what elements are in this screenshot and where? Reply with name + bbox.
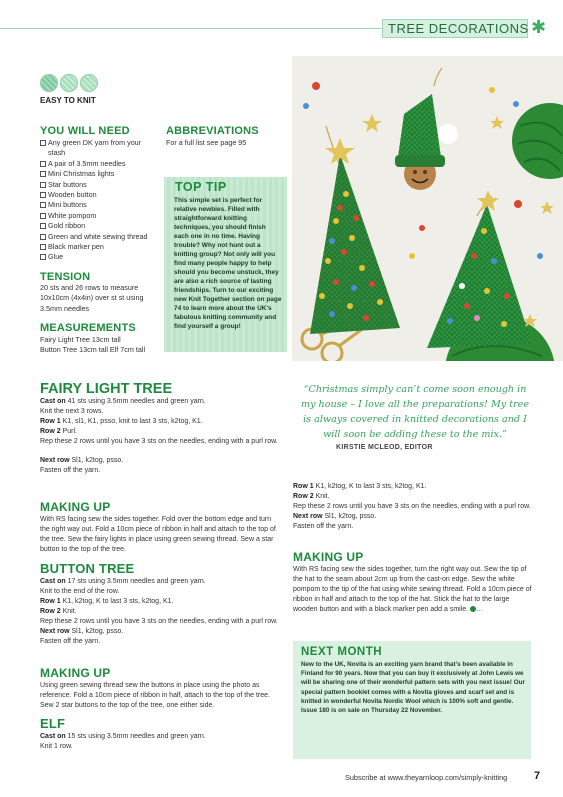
checklist-item: [40, 180, 160, 190]
checklist-item: [40, 159, 160, 169]
yarn-ball-icon: [80, 74, 98, 92]
materials-checklist: [40, 138, 160, 263]
checkbox-icon: [40, 140, 46, 146]
elf-heading: ELF: [40, 716, 66, 731]
checkbox-icon: [40, 161, 46, 167]
checklist-item: [40, 242, 160, 252]
button-tree-heading: BUTTON TREE: [40, 561, 135, 576]
elf-pattern-continued: Row 1 K1, k2tog, K to last 3 sts, k2tog, K1. Row 2 Knit. Rep these 2 rows until you have 3 sts on the needles, ending with a purl row. Next row Sl1, k2tog, psso. Fasten off the yarn.: [293, 483, 531, 530]
checkbox-icon: [40, 254, 46, 260]
top-tip-text: This simple set is perfect for relative newbies. Filled with straightforward knitting techniques, you should finish each one in no time. Having trouble? Why not hunt out a knitting group? Not only will you find many people happy to help should you become unstuck, they are also a rich source of lasting friendships. Turn to our exciting new Knit Together section on page 74 to learn more about the UK's fabulous knitting community and find yourself a group!: [174, 197, 282, 330]
checklist-item-label: Star buttons: [48, 179, 87, 189]
checklist-item-label: Mini Christmas lights: [48, 169, 115, 179]
checkbox-icon: [40, 171, 46, 177]
checkbox-icon: [40, 213, 46, 219]
tree-decorations-photo: [292, 56, 563, 361]
next-month-box: [293, 641, 531, 759]
top-tip-heading: TOP TIP: [175, 180, 227, 194]
making-up-text-1: With RS facing sew the sides together. Fold over the bottom edge and turn the right way out. Fold a 10cm piece of ribbon in half and attach to the top of the tree. Sew the fairy lights in place using green sewing thread. Sew a star button to the top of the tree.: [40, 516, 276, 553]
checkbox-icon: [40, 223, 46, 229]
you-will-need-heading: YOU WILL NEED: [40, 125, 130, 137]
checkbox-icon: [40, 192, 46, 198]
measurements-heading: MEASUREMENTS: [40, 322, 136, 334]
checklist-item: [40, 252, 160, 262]
checklist-item-label: Glue: [48, 252, 64, 262]
subscribe-link[interactable]: Subscribe at www.theyarnloop.com/simply-knitting: [345, 773, 508, 782]
checklist-item: [40, 200, 160, 210]
checklist-item: [40, 232, 160, 242]
making-up-heading-2: MAKING UP: [40, 666, 111, 680]
measurements-line-1: Fairy Light Tree 13cm tall: [40, 335, 121, 344]
checklist-item-label: Wooden button: [48, 190, 97, 200]
section-title: TREE DECORATIONS: [388, 21, 529, 36]
checkbox-icon: [40, 244, 46, 250]
checklist-item: [40, 169, 160, 179]
measurements-line-2: Button Tree 13cm tall Elf 7cm tall: [40, 345, 146, 354]
checklist-item-label: White pompom: [48, 210, 97, 220]
next-month-text: New to the UK, Novita is an exciting yarn brand that's been available in Finland for 90 years. Now that you can buy it exclusively at John Lewis we will be sharing one of their wonderful pattern sets with you next issue! Our special pattern booklet comes with a Novita gloves and scarf set and is knitted in wonderful Novita Nordic Wool which is 100% soft and gentle. Issue 180 is on sale on Thursday 22 November.: [301, 661, 525, 715]
tension-text: 20 sts and 26 rows to measure 10x10cm (4x4in) over st st using 3.5mm needles: [40, 283, 144, 313]
checkbox-icon: [40, 182, 46, 188]
elf-pattern: Cast on 15 sts using 3.5mm needles and green yarn. Knit 1 row.: [40, 733, 206, 750]
checklist-item-label: Any green DK yarn from your stash: [48, 138, 142, 158]
fairy-light-tree-heading: FAIRY LIGHT TREE: [40, 381, 173, 397]
button-tree-pattern: Cast on 17 sts using 3.5mm needles and green yarn. Knit to the end of the row. Row 1 K1, k2tog, K to last 3 sts, k2tog, K1. Row 2 Knit. Rep these 2 rows until you have 3 sts on the needles, ending with a purl row. Next row Sl1, k2tog, psso. Fasten off the yarn.: [40, 578, 278, 645]
top-tip-box: [164, 177, 287, 352]
tension-heading: TENSION: [40, 271, 91, 283]
making-up-text-2: Using green sewing thread sew the buttons in place using the photo as reference. Fold a 10cm piece of ribbon in half, attach to the top of the tree. Sew 2 star buttons to the top of the tree, one either side.: [40, 682, 270, 709]
difficulty-rating: [40, 74, 100, 105]
editor-quote: “Christmas simply can’t come soon enough in my house – I love all the preparations! My tree is always covered in knitted decorations and I will soon be adding these to the mix.”: [300, 384, 530, 440]
fairy-light-tree-pattern: Cast on 41 sts using 3.5mm needles and green yarn. Knit the next 3 rows. Row 1 K1, sl1, K1, psso, knit to last 3 sts, k2tog, K1. Row 2 Purl. Rep these 2 rows until you have 3 sts on the needles, ending with a purl row. Next row Sl1, k2tog, psso. Fasten off the yarn.: [40, 398, 278, 474]
checklist-item: [40, 190, 160, 200]
checklist-item: [40, 138, 160, 159]
checklist-item-label: Green and white sewing thread: [48, 231, 148, 241]
yarn-ball-icon: [60, 74, 78, 92]
checklist-item: [40, 221, 160, 231]
checklist-item-label: Mini buttons: [48, 200, 87, 210]
making-up-heading-1: MAKING UP: [40, 500, 111, 514]
page-number: 7: [534, 770, 541, 782]
header-rule: [0, 28, 382, 29]
snowflake-icon: ✱: [531, 17, 547, 37]
checklist-item-label: Black marker pen: [48, 242, 104, 252]
checkbox-icon: [40, 234, 46, 240]
making-up-text-3: With RS facing sew the sides together, turn the right way out. Sew the tip of the hat to the seam about 2cm up from the cast-on edge. Sew the white pompom to the tip of the hat using white sewing thread. Fold a 10cm piece of ribbon in half and attach to the top of the hat. Stick the hat to the large wooden button and with a black marker pen add a smile. …: [293, 566, 532, 613]
checklist-item-label: Gold ribbon: [48, 221, 86, 231]
abbreviations-text: For a full list see page 95: [166, 138, 247, 147]
making-up-heading-3: MAKING UP: [293, 550, 364, 564]
yarn-ball-icon: [40, 74, 58, 92]
quote-author: KIRSTIE MCLEOD, EDITOR: [336, 444, 433, 451]
checklist-item-label: A pair of 3.5mm needles: [48, 158, 126, 168]
checkbox-icon: [40, 202, 46, 208]
abbreviations-heading: ABBREVIATIONS: [166, 125, 259, 137]
next-month-heading: NEXT MONTH: [301, 646, 383, 658]
difficulty-label: EASY TO KNIT: [40, 96, 96, 105]
knitted-decorations-illustration: [292, 56, 563, 361]
checklist-item: [40, 211, 160, 221]
